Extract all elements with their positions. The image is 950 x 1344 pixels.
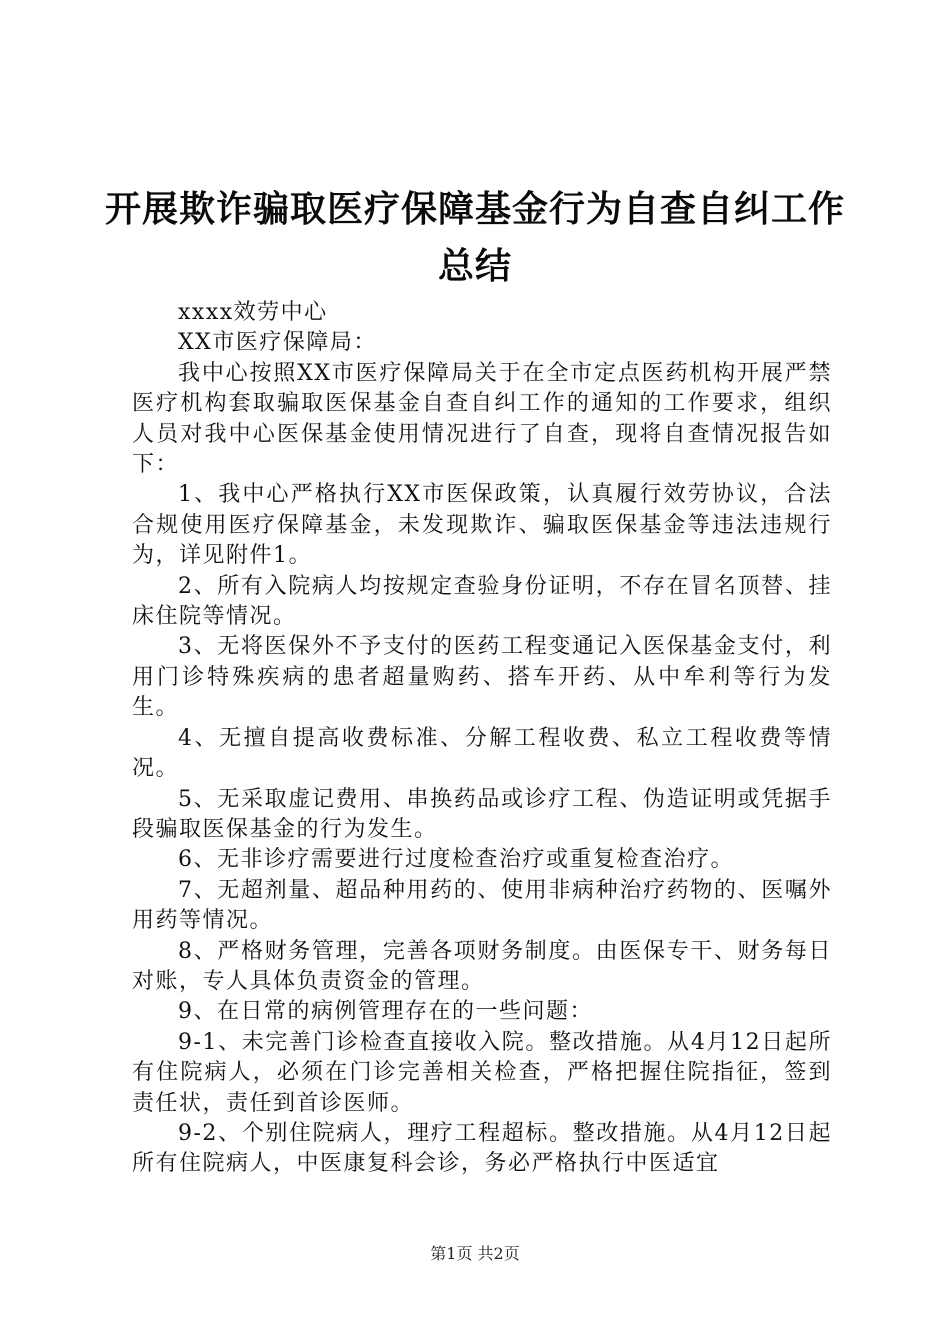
item-paragraph: 2、所有入院病人均按规定查验身份证明，不存在冒名顶替、挂床住院等情况。 xyxy=(132,573,832,630)
page-footer: 第1页 共2页 xyxy=(430,1244,520,1263)
item-paragraph: 6、无非诊疗需要进行过度检查治疗或重复检查治疗。 xyxy=(178,847,734,873)
document-title-line-1: 开展欺诈骗取医疗保障基金行为自查自纠工作 xyxy=(104,189,845,230)
item-paragraph: 4、无擅自提高收费标准、分解工程收费、私立工程收费等情况。 xyxy=(132,725,832,782)
item-paragraph: 5、无采取虚记费用、串换药品或诊疗工程、伪造证明或凭据手段骗取医保基金的行为发生。 xyxy=(132,786,832,842)
recipient-line: XX市医疗保障局： xyxy=(178,330,377,356)
intro-paragraph: 我中心按照XX市医疗保障局关于在全市定点医药机构开展严禁医疗机构套取骗取医保基金自查自纠工作的通知的工作要求，组织人员对我中心医保基金使用情况进行了自查，现将自查情况报告如下： xyxy=(132,360,832,478)
item-paragraph: 8、严格财务管理，完善各项财务制度。由医保专干、财务每日对账，专人具体负责资金的管理。 xyxy=(132,938,832,994)
sender-line: xxxx效劳中心 xyxy=(178,300,328,325)
subitem-paragraph: 9-1、未完善门诊检查直接收入院。整改措施。从4月12日起所有住院病人，必须在门诊完善相关检查，严格把握住院指征，签到责任状，责任到首诊医师。 xyxy=(132,1029,832,1116)
item-paragraph: 1、我中心严格执行XX市医保政策，认真履行效劳协议，合法合规使用医疗保障基金，未发现欺诈、骗取医保基金等违法违规行为，详见附件1。 xyxy=(132,482,832,569)
document-title-line-2: 总结 xyxy=(437,246,512,287)
item-paragraph: 3、无将医保外不予支付的医药工程变通记入医保基金支付，利用门诊特殊疾病的患者超量购药、搭车开药、从中牟利等行为发生。 xyxy=(132,634,832,721)
item-paragraph: 7、无超剂量、超品种用药的、使用非病种治疗药物的、医嘱外用药等情况。 xyxy=(132,877,832,934)
item-paragraph: 9、在日常的病例管理存在的一些问题： xyxy=(178,999,593,1025)
subitem-paragraph: 9-2、个别住院病人，理疗工程超标。整改措施。从4月12日起所有住院病人，中医康复科会诊，务必严格执行中医适宜 xyxy=(132,1120,832,1177)
document-body xyxy=(132,298,832,1180)
